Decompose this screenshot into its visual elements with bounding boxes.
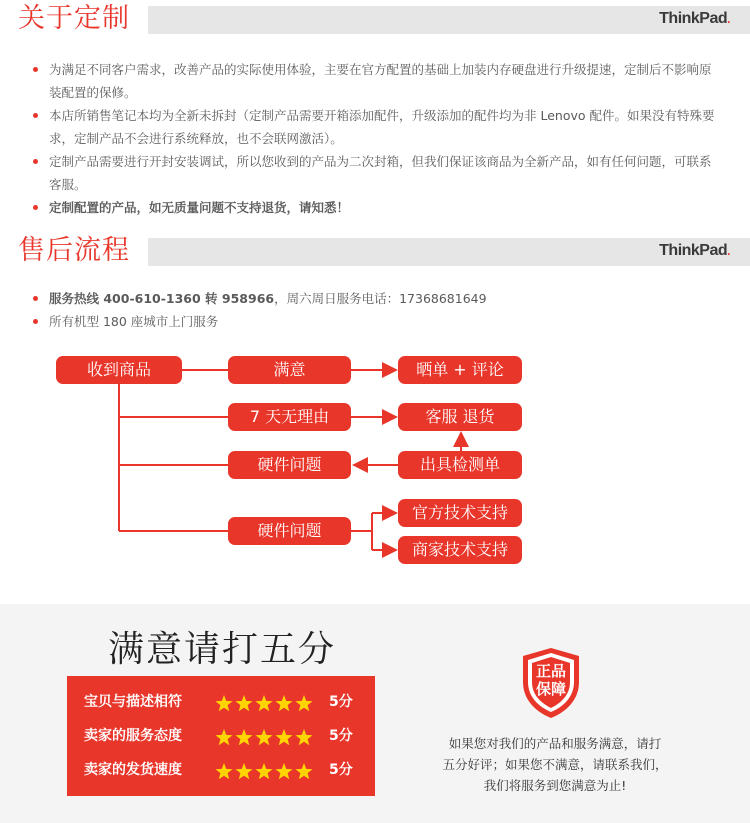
section-title: 售后流程 — [18, 235, 130, 266]
star-icon — [275, 695, 292, 711]
flow-received: 收到商品 — [56, 356, 182, 384]
star-icon — [215, 763, 232, 779]
rating-row: 宝贝与描述相符 5分 — [67, 686, 375, 718]
thinkpad-logo: ThinkPad. — [659, 242, 730, 259]
flow-seven-days: 7 天无理由 — [228, 403, 351, 431]
star-icon — [275, 729, 292, 745]
customize-header — [0, 3, 750, 36]
flow-hw-issue: 硬件问题 — [228, 451, 351, 479]
flow-official-support: 官方技术支持 — [398, 499, 522, 527]
star-rating — [214, 761, 314, 793]
list-item: 定制产品需要进行开封安装调试，所以您收到的产品为二次封箱，但我们保证该商品为全新产品，如有任何问题，可联系客服。 — [33, 150, 723, 196]
list-item: 服务热线 400-610-1360 转 958966，周六周日服务电话：17368681649 — [33, 287, 723, 310]
rating-headline: 满意请打五分 — [108, 629, 337, 670]
star-icon — [235, 763, 252, 779]
star-icon — [255, 763, 272, 779]
star-icon — [215, 729, 232, 745]
list-item: 本店所销售笔记本均为全新未拆封（定制产品需要开箱添加配件，升级添加的配件均为非 Lenovo 配件。如果没有特殊要求，定制产品不会进行系统释放，也不会联网激活）。 — [33, 104, 723, 150]
flow-hw-issue-2: 硬件问题 — [228, 517, 351, 545]
star-icon — [255, 695, 272, 711]
list-item: 定制配置的产品，如无质量问题不支持退货，请知悉！ — [33, 196, 723, 219]
authentic-badge: 正品 保障 — [535, 662, 566, 698]
flow-share-review: 晒单 + 评论 — [398, 356, 522, 384]
flow-cs-return: 客服 退货 — [398, 403, 522, 431]
rating-row: 卖家的服务态度 5分 — [67, 720, 375, 752]
list-item: 为满足不同客户需求，改善产品的实际使用体验，主要在官方配置的基础上加装内存硬盘进行升级提速，定制后不影响原装配置的保修。 — [33, 58, 723, 104]
customize-bullets — [33, 58, 723, 219]
flow-satisfied: 满意 — [228, 356, 351, 384]
star-icon — [255, 729, 272, 745]
star-icon — [235, 729, 252, 745]
star-icon — [235, 695, 252, 711]
star-icon — [295, 729, 312, 745]
star-icon — [215, 695, 232, 711]
flow-test-report: 出具检测单 — [398, 451, 522, 479]
star-icon — [275, 763, 292, 779]
flow-merchant-support: 商家技术支持 — [398, 536, 522, 564]
aftersale-header — [0, 235, 750, 268]
list-item: 所有机型 180 座城市上门服务 — [33, 310, 723, 333]
star-icon — [295, 695, 312, 711]
promise-text: 如果您对我们的产品和服务满意，请打 五分好评；如果您不满意，请联系我们， 我们将服务到您满意为止! — [442, 736, 668, 793]
thinkpad-logo: ThinkPad. — [659, 10, 730, 27]
rating-panel — [67, 676, 375, 796]
aftersale-bullets — [33, 287, 723, 333]
rating-row: 卖家的发货速度 5分 — [67, 754, 375, 786]
star-icon — [295, 763, 312, 779]
hotline: 服务热线 400-610-1360 转 958966 — [49, 291, 275, 306]
section-title: 关于定制 — [18, 3, 130, 34]
